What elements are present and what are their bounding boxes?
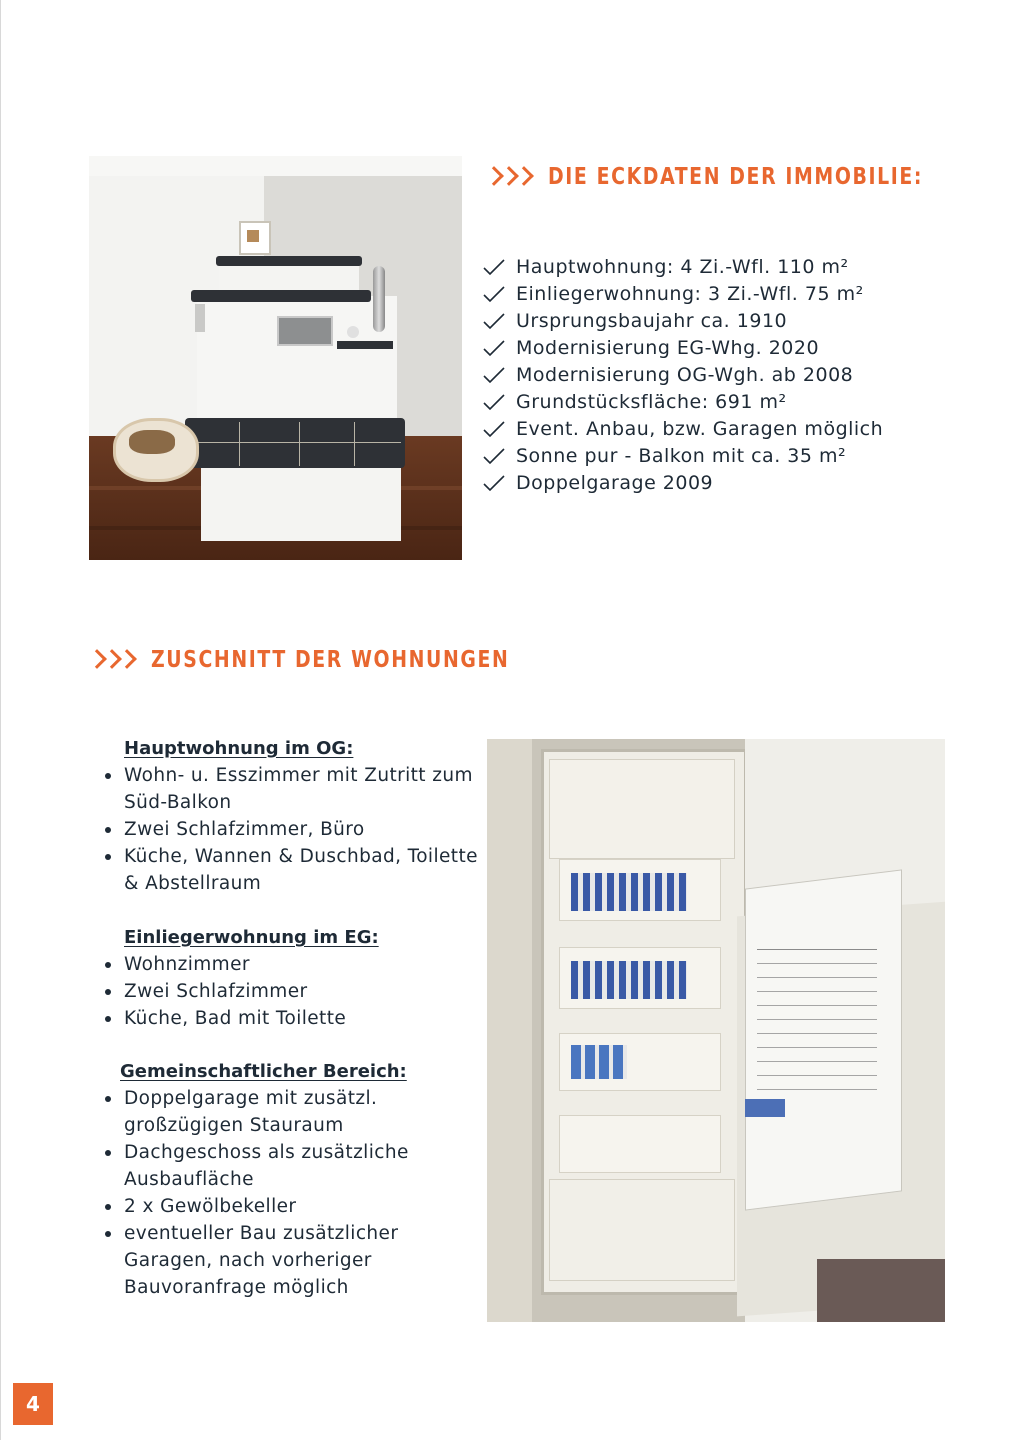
- list-item: Wohn- u. Esszimmer mit Zutritt zum Süd-Balkon: [100, 762, 480, 816]
- fact-item: Ursprungsbaujahr ca. 1910: [482, 307, 883, 334]
- group-list: [100, 1085, 480, 1301]
- fact-item: Doppelgarage 2009: [482, 469, 883, 496]
- checkmark-icon: [482, 365, 516, 385]
- list-item: Zwei Schlafzimmer, Büro: [100, 816, 480, 843]
- fact-item: Sonne pur - Balkon mit ca. 35 m²: [482, 442, 883, 469]
- checkmark-icon: [482, 446, 516, 466]
- list-item: Dachgeschoss als zusätzliche Ausbaufläche: [100, 1139, 480, 1193]
- list-item: 2 x Gewölbekeller: [100, 1193, 480, 1220]
- fact-item: Event. Anbau, bzw. Garagen möglich: [482, 415, 883, 442]
- list-item: Küche, Wannen & Duschbad, Toilette & Abstellraum: [100, 843, 480, 897]
- fact-item: Modernisierung OG-Wgh. ab 2008: [482, 361, 883, 388]
- checkmark-icon: [482, 338, 516, 358]
- list-item: Wohnzimmer: [100, 951, 480, 978]
- checkmark-icon: [482, 311, 516, 331]
- chevron-triple-icon: [90, 652, 135, 666]
- apartment-group-shared: [100, 1058, 480, 1301]
- checkmark-icon: [482, 284, 516, 304]
- list-item: Küche, Bad mit Toilette: [100, 1005, 480, 1032]
- fact-item: Modernisierung EG-Whg. 2020: [482, 334, 883, 361]
- fact-item: Hauptwohnung: 4 Zi.-Wfl. 110 m²: [482, 253, 883, 280]
- group-title: Gemeinschaftlicher Bereich:: [120, 1061, 407, 1082]
- group-list: [100, 762, 480, 897]
- facts-list: [482, 253, 883, 496]
- group-title: Einliegerwohnung im EG:: [124, 927, 379, 948]
- fuse-box-photo: [487, 739, 945, 1322]
- page-number: 4: [13, 1383, 53, 1425]
- apartment-group-granny: [100, 924, 480, 1032]
- list-item: Doppelgarage mit zusätzl. großzügigen Stauraum: [100, 1085, 480, 1139]
- facts-heading: DIE ECKDATEN DER IMMOBILIE:: [487, 164, 923, 188]
- list-item: eventueller Bau zusätzlicher Garagen, nach vorheriger Bauvoranfrage möglich: [100, 1220, 480, 1301]
- list-item: Zwei Schlafzimmer: [100, 978, 480, 1005]
- tiled-stove-photo: [89, 156, 462, 560]
- group-list: [100, 951, 480, 1032]
- checkmark-icon: [482, 473, 516, 493]
- fact-item: Einliegerwohnung: 3 Zi.-Wfl. 75 m²: [482, 280, 883, 307]
- apartment-group-main: [100, 735, 480, 897]
- chevron-triple-icon: [487, 169, 532, 183]
- checkmark-icon: [482, 419, 516, 439]
- fact-item: Grundstücksfläche: 691 m²: [482, 388, 883, 415]
- group-title: Hauptwohnung im OG:: [124, 738, 354, 759]
- layout-heading: ZUSCHNITT DER WOHNUNGEN: [90, 647, 509, 671]
- checkmark-icon: [482, 257, 516, 277]
- checkmark-icon: [482, 392, 516, 412]
- page-edge-line: [0, 0, 1, 1440]
